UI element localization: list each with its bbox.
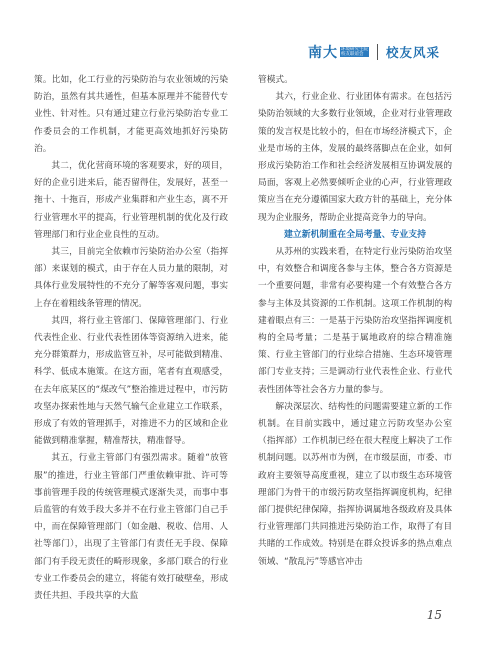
paragraph: 其四，将行业主管部门、保障管理部门、行业代表性企业、行业代表性团体等资源纳入进来，能充分群策群力，形成监管互补，尽可能做到精准、科学、低成本施策。在这方面，笔者有直观感受，在去年底某区的“煤改气”整治推进过程中，市污防攻坚办探索性地与天然气输气企业建立工作联系，形成了有效的管理抓手，对推进不力的区域和企业能做到精准掌握，精准帮扶，精准督导。 — [34, 315, 228, 447]
brand-subtitle-line: 校友联谊会 — [340, 52, 369, 57]
brand-subtitle-line: 环境研究生院 — [340, 47, 368, 52]
paragraph: 其二，优化营商环境的客观要求，好的项目，好的企业引进来后，能否留得住，发展好，甚至一拖十、十拖百，形成产业集群和产业生态，离不开行业管理水平的提高，行业管理机制的优化及行政管理部门和行业企业良性的互动。 — [34, 161, 228, 240]
paragraph: 从苏州的实践来看，在特定行业污染防治攻坚中，有效整合和调度各参与主体，整合各方资源是一个重要问题，非常有必要构建一个有效整合各方参与主体及其资源的工作机制。这项工作机制的构建着眼点有三：一是基于污染防治攻坚指挥调度机构的全局考量；二是基于属地政府的综合精准施策、行业主管部门的行业综合措施、生态环境管理部门专业支持；三是调动行业代表性企业、行业代表性团体等社会各方力量的参与。 — [258, 247, 452, 395]
left-column — [34, 72, 228, 605]
section-title: 校友风采 — [385, 45, 440, 60]
right-column — [258, 72, 452, 571]
paragraph: 其三，目前完全依赖市污染防治办公室（指挥部）来谋划的模式，由于存在人员力量的限制，对具体行业发展特性的不充分了解等客观问题，事实上存在着粗线条管理的情况。 — [34, 247, 228, 309]
subsection-heading: 建立新机制重在全局考量、专业支持 — [284, 229, 426, 240]
paragraph: 策。比如，化工行业的污染防治与农业领域的污染防治，虽然有其共通性，但基本原理并不能替代专业性、针对性。只有通过建立行业污染防治专业工作委员会的工作机制，才能更高效地抓好污染防治。 — [34, 75, 228, 154]
header-divider — [377, 44, 378, 60]
paragraph: 管模式。 — [258, 75, 293, 85]
page-header — [308, 40, 440, 64]
page-number: 15 — [426, 608, 442, 622]
paragraph: 解决深层次、结构性的问题需要建立新的工作机制。在目前实践中，通过建立污防攻坚办公室（指挥部）工作机制已经在很大程度上解决了工作机制问题。以苏州市为例，在市级层面，市委、市政府主要领导高度重视，建立了以市级生态环境管理部门为骨干的市级污防攻坚指挥调度机构，纪律部门提供纪律保障，指挥协调属地各级政府及具体行业管理部门共同推进污染防治工作，取得了有目共睹的工作成效。特别是在群众投诉多的热点难点领域、“散乱污”等感官冲击 — [258, 401, 452, 567]
brand-subtitle — [340, 47, 369, 57]
paragraph: 其五，行业主管部门有强烈需求。随着“放管服”的推进，行业主管部门严重依赖审批、许可等事前管理手段的传统管理模式逐渐失灵，而事中事后监管的有效手段大多并不在行业主管部门自己手中，而在保障管理部门（如金融、税收、信用、人社等部门），出现了主管部门有责任无手段、保障部门有手段无责任的畸形现象，多部门联合的行业专业工作委员会的建立，将能有效打破壁垒，形成责任共担、手段共享的大监 — [34, 453, 228, 602]
brand-name: 南大 — [307, 45, 338, 61]
paragraph: 其六，行业企业、行业团体有需求。在包括污染防治领域的大多数行业领域，企业对行业管理政策的发言权是比较小的，但在市场经济模式下，企业是市场的主体，发展的最终落脚点在企业，如何形成污染防治工作和社会经济发展相互协调发展的局面，客观上必然要倾听企业的心声，行业管理政策应当在充分遵循国家大政方针的基础上，充分体现为企业服务，帮助企业提高竞争力的导向。 — [258, 92, 452, 223]
